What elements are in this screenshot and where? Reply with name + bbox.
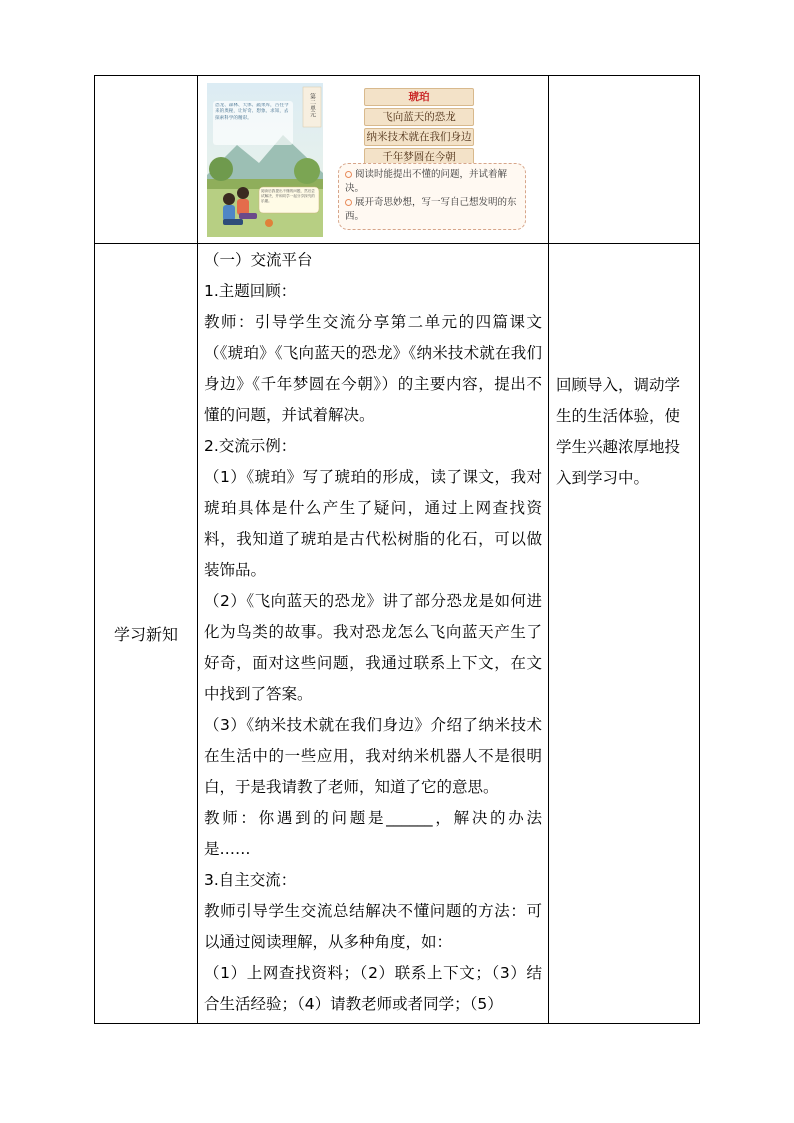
lesson-content — [198, 244, 548, 1020]
row-label: 学习新知 — [95, 244, 198, 1024]
paragraph: 教师：你遇到的问题是______，解决的办法是…… — [204, 809, 542, 858]
lesson-title: 千年梦圆在今朝 — [364, 148, 474, 166]
design-note: 回顾导入，调动学生的生活体验，使学生兴趣浓厚地投入到学习中。 — [556, 376, 681, 487]
lesson-title: 纳米技术就在我们身边 — [364, 128, 474, 146]
table-row — [95, 244, 700, 1024]
subsection-heading: 2.交流示例： — [204, 437, 297, 455]
paragraph: 教师：引导学生交流分享第二单元的四篇课文（《琥珀》《飞向蓝天的恐龙》《纳米技术就在我们身边》《千年梦圆在今朝》）的主要内容，提出不懂的问题，并试着解决。 — [204, 313, 542, 424]
lesson-title: 琥珀 — [364, 88, 474, 106]
bullet-icon — [345, 199, 352, 206]
subsection-heading: 3.自主交流： — [204, 871, 297, 889]
goal-text: 阅读时能提出不懂的问题，并试着解决。 — [345, 169, 508, 194]
section-heading: （一）交流平台 — [204, 251, 313, 269]
empty-cell — [95, 76, 198, 244]
table-row — [95, 76, 700, 244]
subsection-heading: 1.主题回顾： — [204, 282, 297, 300]
paragraph: （1）《琥珀》写了琥珀的形成，读了课文，我对琥珀具体是什么产生了疑问，通过上网查找资料，我知道了琥珀是古代松树脂的化石，可以做装饰品。 — [204, 468, 542, 579]
paragraph: （1）上网查找资料；（2）联系上下文；（3）结合生活经验；（4）请教老师或者同学；（5） — [204, 964, 542, 1013]
unit-goals-box — [338, 163, 526, 230]
lesson-title: 飞向蓝天的恐龙 — [364, 108, 474, 126]
bullet-icon — [345, 171, 352, 178]
paragraph: 教师引导学生交流总结解决不懂问题的方法：可以通过阅读理解，从多种角度，如： — [204, 902, 542, 951]
unit-label: 第二单元 — [308, 93, 316, 117]
lesson-plan-table — [94, 75, 700, 1024]
goal-item — [345, 168, 519, 196]
goal-text: 展开奇思妙想，写一写自己想发明的东西。 — [345, 197, 517, 222]
cover-text: 恐龙、森林、天体、蔬果库，古往今来的奥秘，让好奇、想象、求知，去探索科学的精彩。 — [215, 103, 289, 121]
paragraph: （3）《纳米技术就在我们身边》介绍了纳米技术在生活中的一些应用，我对纳米机器人不是很明白，于是我请教了老师，知道了它的意思。 — [204, 716, 542, 796]
paragraph: （2）《飞向蓝天的恐龙》讲了部分恐龙是如何进化为鸟类的故事。我对恐龙怎么飞向蓝天产生了好奇，面对这些问题，我通过联系上下文，在文中找到了答案。 — [204, 592, 542, 703]
lesson-content-cell — [198, 244, 549, 1024]
design-note-cell — [549, 244, 700, 1024]
empty-cell — [549, 76, 700, 244]
speech-bubble-text: 阅读后我提出不懂的问题，然后尝试解决，并和同学一起分享探究的乐趣。 — [261, 189, 315, 203]
goal-item — [345, 196, 519, 224]
unit-image-cell — [198, 76, 549, 244]
unit-cover-illustration — [207, 83, 323, 237]
